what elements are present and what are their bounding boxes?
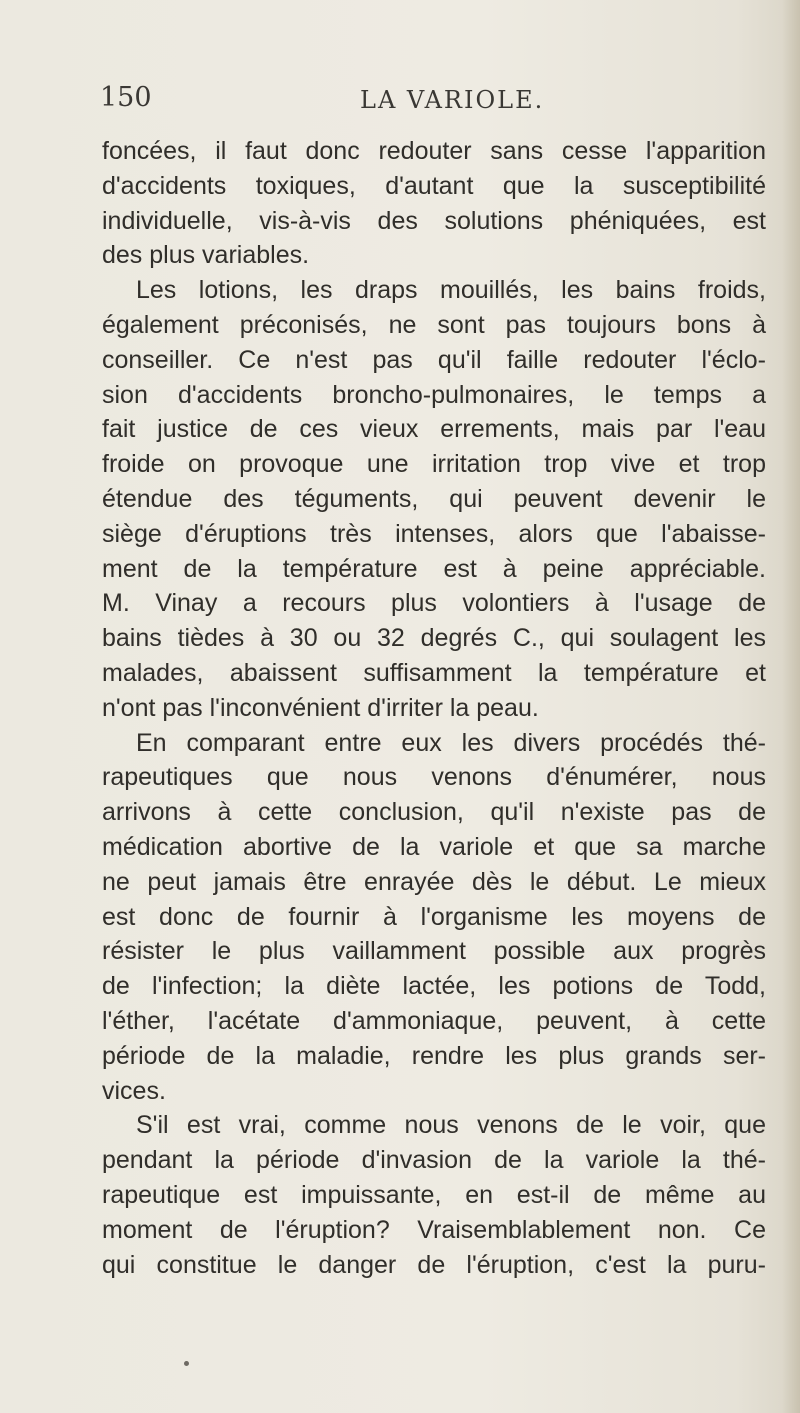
- text-line: bains tièdes à 30 ou 32 degrés C., qui soulagent les: [102, 624, 766, 653]
- ink-speck: [184, 1361, 189, 1366]
- text-line: individuelle, vis-à-vis des solutions phéniquées, est: [102, 206, 766, 235]
- text-line: siège d'éruptions très intenses, alors que l'abaisse-: [102, 519, 766, 548]
- running-title: LA VARIOLE.: [360, 86, 545, 114]
- text-line: malades, abaissent suffisamment la température et: [102, 658, 766, 687]
- text-line: pendant la période d'invasion de la variole la thé-: [102, 1146, 766, 1175]
- text-line: de l'infection; la diète lactée, les potions de Todd,: [102, 972, 766, 1001]
- text-line: l'éther, l'acétate d'ammoniaque, peuvent, à cette: [102, 1006, 766, 1035]
- text-line: rapeutique est impuissante, en est-il de même au: [102, 1180, 766, 1209]
- text-line: n'ont pas l'inconvénient d'irriter la peau.: [102, 693, 539, 722]
- text-line: ne peut jamais être enrayée dès le début. Le mieux: [102, 867, 766, 896]
- page-number: 150: [100, 82, 152, 113]
- text-line: étendue des téguments, qui peuvent devenir le: [102, 484, 766, 513]
- text-line: qui constitue le danger de l'éruption, c'est la puru-: [102, 1250, 766, 1279]
- text-line: d'accidents toxiques, d'autant que la susceptibilité: [102, 171, 766, 200]
- text-line: est donc de fournir à l'organisme les moyens de: [102, 902, 766, 931]
- text-line: moment de l'éruption? Vraisemblablement non. Ce: [102, 1215, 766, 1244]
- text-line: également préconisés, ne sont pas toujours bons à: [102, 310, 766, 339]
- text-line: S'il est vrai, comme nous venons de le voir, que: [136, 1111, 766, 1140]
- text-line: En comparant entre eux les divers procédés thé-: [136, 728, 766, 757]
- text-line: conseiller. Ce n'est pas qu'il faille redouter l'éclo-: [102, 345, 766, 374]
- text-line: fait justice de ces vieux errements, mais par l'eau: [102, 415, 766, 444]
- text-line: vices.: [102, 1076, 166, 1105]
- page-edge-shadow: [782, 0, 800, 1413]
- page-header: [100, 82, 700, 122]
- text-line: ment de la température est à peine appréciable.: [102, 554, 766, 583]
- text-line: sion d'accidents broncho-pulmonaires, le temps a: [102, 380, 766, 409]
- text-line: rapeutiques que nous venons d'énumérer, nous: [102, 763, 766, 792]
- text-line: foncées, il faut donc redouter sans cesse l'apparition: [102, 137, 766, 165]
- text-line: froide on provoque une irritation trop vive et trop: [102, 450, 766, 479]
- text-line: arrivons à cette conclusion, qu'il n'existe pas de: [102, 798, 766, 827]
- text-line: des plus variables.: [102, 241, 310, 270]
- text-line: M. Vinay a recours plus volontiers à l'usage de: [102, 589, 766, 618]
- text-line: Les lotions, les draps mouillés, les bains froids,: [136, 276, 766, 305]
- body-text: [102, 134, 766, 1282]
- text-line: résister le plus vaillamment possible aux progrès: [102, 937, 766, 966]
- text-line: médication abortive de la variole et que sa marche: [102, 832, 766, 861]
- text-line: période de la maladie, rendre les plus grands ser-: [102, 1041, 766, 1070]
